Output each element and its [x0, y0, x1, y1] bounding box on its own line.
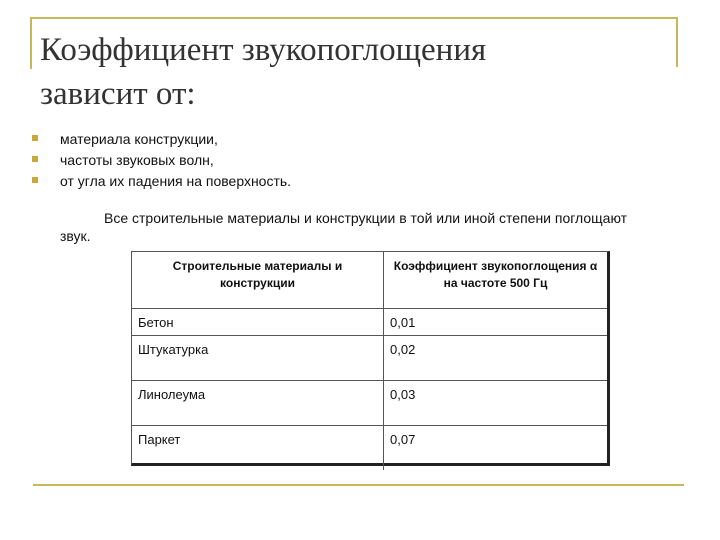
cell-coefficient: 0,07 — [384, 426, 608, 471]
cell-coefficient: 0,03 — [384, 381, 608, 426]
bullet-square-icon — [32, 177, 38, 183]
frame-top-line — [30, 17, 678, 19]
bullet-square-icon — [32, 135, 38, 141]
table-row — [132, 309, 607, 336]
intro-paragraph: Все строительные материалы и конструкции в той или иной степени поглощают звук. — [60, 210, 628, 244]
title-line-2: зависит от: — [40, 76, 196, 112]
cell-coefficient: 0,02 — [384, 336, 608, 381]
table-row — [132, 336, 607, 381]
table-row — [132, 426, 607, 471]
bullet-text: от угла их падения на поверхность. — [60, 173, 292, 189]
absorption-table-frame — [131, 251, 610, 466]
cell-material: Линолеума — [132, 381, 384, 426]
frame-right-line — [676, 17, 678, 67]
header-materials: Строительные материалы и конструкции — [132, 252, 384, 309]
bullet-item — [30, 129, 291, 150]
bullet-list — [30, 129, 291, 192]
bullet-item — [30, 171, 291, 192]
table-header-row — [132, 252, 607, 309]
table-row — [132, 381, 607, 426]
cell-coefficient: 0,01 — [384, 309, 608, 336]
title-line-1: Коэффициент звукопоглощения — [40, 32, 487, 68]
bullet-square-icon — [32, 156, 38, 162]
bullet-text: материала конструкции, — [60, 131, 218, 147]
cell-material: Бетон — [132, 309, 384, 336]
frame-bottom-line — [33, 484, 684, 486]
frame-left-line — [30, 17, 32, 69]
cell-material: Штукатурка — [132, 336, 384, 381]
header-coefficient: Коэффициент звукопоглощения α на частоте 500 Гц — [384, 252, 608, 309]
bullet-item — [30, 150, 291, 171]
cell-material: Паркет — [132, 426, 384, 471]
slide-title — [40, 28, 660, 116]
bullet-text: частоты звуковых волн, — [60, 152, 214, 168]
absorption-table — [132, 252, 607, 470]
